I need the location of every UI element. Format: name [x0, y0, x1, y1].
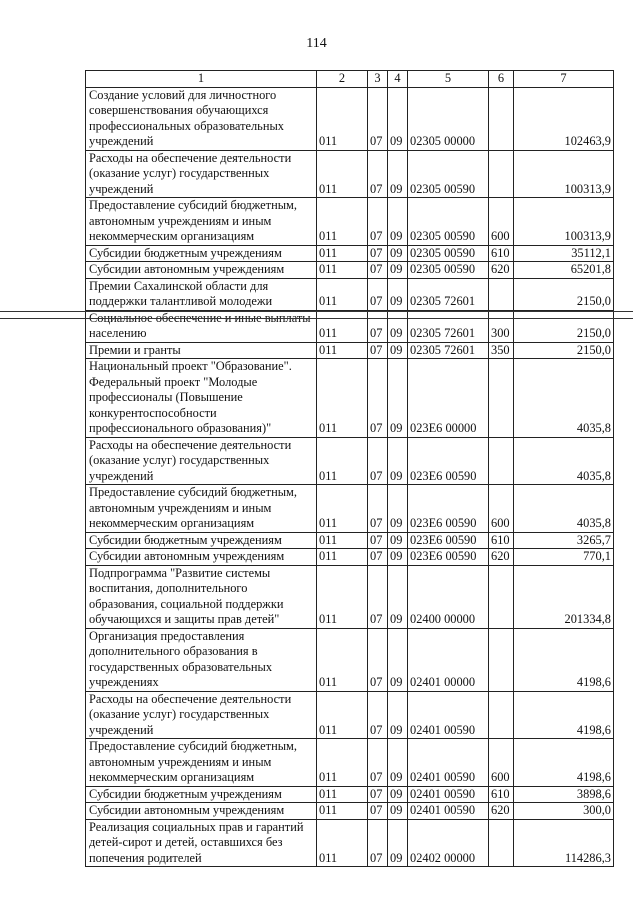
target-article: 023E6 00590	[408, 485, 489, 533]
subsection-code: 09	[388, 262, 408, 279]
amount: 2150,0	[514, 342, 614, 359]
target-article: 02401 00000	[408, 628, 489, 691]
row-name: Расходы на обеспечение деятельности (оказание услуг) государственных учреждений	[86, 150, 317, 198]
section-code: 07	[368, 819, 388, 867]
section-code: 07	[368, 278, 388, 310]
target-article: 02401 00590	[408, 803, 489, 820]
expense-type	[489, 437, 514, 485]
table-row	[86, 359, 614, 438]
column-header: 6	[489, 71, 514, 88]
budget-code: 011	[317, 786, 368, 803]
amount: 4035,8	[514, 485, 614, 533]
amount: 770,1	[514, 549, 614, 566]
section-code: 07	[368, 691, 388, 739]
subsection-code: 09	[388, 691, 408, 739]
section-code: 07	[368, 485, 388, 533]
row-name: Расходы на обеспечение деятельности (оказание услуг) государственных учреждений	[86, 691, 317, 739]
table-row	[86, 532, 614, 549]
section-code: 07	[368, 532, 388, 549]
table-row	[86, 691, 614, 739]
section-code: 07	[368, 150, 388, 198]
table-row	[86, 150, 614, 198]
expense-type: 600	[489, 485, 514, 533]
page-number: 114	[306, 36, 327, 51]
row-name: Реализация социальных прав и гарантий детей-сирот и детей, оставшихся без попечения родителей	[86, 819, 317, 867]
target-article: 02401 00590	[408, 739, 489, 787]
budget-code: 011	[317, 803, 368, 820]
budget-code: 011	[317, 819, 368, 867]
budget-code: 011	[317, 485, 368, 533]
amount: 4035,8	[514, 437, 614, 485]
expense-type	[489, 691, 514, 739]
budget-code: 011	[317, 310, 368, 342]
budget-code: 011	[317, 278, 368, 310]
subsection-code: 09	[388, 485, 408, 533]
row-name: Премии и гранты	[86, 342, 317, 359]
expense-type	[489, 565, 514, 628]
table-row	[86, 786, 614, 803]
target-article: 02305 72601	[408, 278, 489, 310]
subsection-code: 09	[388, 549, 408, 566]
row-name: Предоставление субсидий бюджетным, автономным учреждениям и иным некоммерческим организациям	[86, 198, 317, 246]
target-article: 023E6 00000	[408, 359, 489, 438]
budget-code: 011	[317, 739, 368, 787]
expense-type	[489, 278, 514, 310]
amount: 201334,8	[514, 565, 614, 628]
subsection-code: 09	[388, 628, 408, 691]
expense-type: 610	[489, 786, 514, 803]
row-name: Подпрограмма "Развитие системы воспитания, дополнительного образования, социальной поддержки обучающихся и защиты прав детей"	[86, 565, 317, 628]
column-header: 2	[317, 71, 368, 88]
row-name: Субсидии автономным учреждениям	[86, 803, 317, 820]
subsection-code: 09	[388, 198, 408, 246]
target-article: 02305 00590	[408, 245, 489, 262]
budget-code: 011	[317, 437, 368, 485]
column-header: 5	[408, 71, 489, 88]
subsection-code: 09	[388, 342, 408, 359]
table-row	[86, 87, 614, 150]
amount: 300,0	[514, 803, 614, 820]
budget-code: 011	[317, 549, 368, 566]
expense-type	[489, 359, 514, 438]
amount: 4035,8	[514, 359, 614, 438]
table-row	[86, 245, 614, 262]
budget-code: 011	[317, 359, 368, 438]
target-article: 02401 00590	[408, 786, 489, 803]
target-article: 02305 72601	[408, 342, 489, 359]
row-name: Субсидии бюджетным учреждениям	[86, 532, 317, 549]
section-code: 07	[368, 565, 388, 628]
subsection-code: 09	[388, 150, 408, 198]
subsection-code: 09	[388, 739, 408, 787]
section-code: 07	[368, 739, 388, 787]
expense-type: 600	[489, 739, 514, 787]
table-row	[86, 437, 614, 485]
row-name: Социальное обеспечение и иные выплаты населению	[86, 310, 317, 342]
amount: 102463,9	[514, 87, 614, 150]
table-row	[86, 342, 614, 359]
section-code: 07	[368, 359, 388, 438]
column-header: 3	[368, 71, 388, 88]
table-row	[86, 739, 614, 787]
amount: 2150,0	[514, 310, 614, 342]
amount: 4198,6	[514, 628, 614, 691]
row-name: Субсидии бюджетным учреждениям	[86, 786, 317, 803]
budget-code: 011	[317, 87, 368, 150]
budget-code: 011	[317, 691, 368, 739]
budget-code: 011	[317, 532, 368, 549]
target-article: 023E6 00590	[408, 549, 489, 566]
subsection-code: 09	[388, 278, 408, 310]
row-name: Национальный проект "Образование". Федеральный проект "Молодые профессионалы (Повышение конкурентоспособности профессионального образования)"	[86, 359, 317, 438]
row-name: Субсидии автономным учреждениям	[86, 549, 317, 566]
column-header: 1	[86, 71, 317, 88]
scan-divider-line	[0, 311, 633, 312]
amount: 65201,8	[514, 262, 614, 279]
section-code: 07	[368, 803, 388, 820]
section-code: 07	[368, 198, 388, 246]
table-row	[86, 485, 614, 533]
target-article: 02402 00000	[408, 819, 489, 867]
table-row	[86, 819, 614, 867]
expense-type	[489, 819, 514, 867]
subsection-code: 09	[388, 437, 408, 485]
table-row	[86, 628, 614, 691]
expense-type: 300	[489, 310, 514, 342]
subsection-code: 09	[388, 565, 408, 628]
budget-code: 011	[317, 565, 368, 628]
subsection-code: 09	[388, 786, 408, 803]
subsection-code: 09	[388, 245, 408, 262]
budget-code: 011	[317, 262, 368, 279]
target-article: 02305 00590	[408, 262, 489, 279]
expense-type	[489, 87, 514, 150]
row-name: Организация предоставления дополнительного образования в государственных образовательных учреждениях	[86, 628, 317, 691]
budget-code: 011	[317, 342, 368, 359]
section-code: 07	[368, 262, 388, 279]
header-row	[86, 71, 614, 88]
table-row	[86, 198, 614, 246]
column-header: 7	[514, 71, 614, 88]
budget-table	[85, 70, 614, 867]
subsection-code: 09	[388, 819, 408, 867]
target-article: 02305 00590	[408, 198, 489, 246]
row-name: Премии Сахалинской области для поддержки талантливой молодежи	[86, 278, 317, 310]
subsection-code: 09	[388, 310, 408, 342]
table-row	[86, 565, 614, 628]
target-article: 02305 00000	[408, 87, 489, 150]
expense-type: 600	[489, 198, 514, 246]
amount: 100313,9	[514, 198, 614, 246]
table-row	[86, 310, 614, 342]
amount: 114286,3	[514, 819, 614, 867]
table-row	[86, 803, 614, 820]
target-article: 023E6 00590	[408, 437, 489, 485]
row-name: Расходы на обеспечение деятельности (оказание услуг) государственных учреждений	[86, 437, 317, 485]
expense-type: 620	[489, 262, 514, 279]
expense-type: 610	[489, 532, 514, 549]
target-article: 02305 00590	[408, 150, 489, 198]
section-code: 07	[368, 310, 388, 342]
budget-code: 011	[317, 150, 368, 198]
expense-type: 620	[489, 549, 514, 566]
amount: 100313,9	[514, 150, 614, 198]
row-name: Создание условий для личностного совершенствования обучающихся профессиональных образовательных учреждений	[86, 87, 317, 150]
amount: 3898,6	[514, 786, 614, 803]
column-header: 4	[388, 71, 408, 88]
row-name: Предоставление субсидий бюджетным, автономным учреждениям и иным некоммерческим организациям	[86, 485, 317, 533]
section-code: 07	[368, 87, 388, 150]
amount: 3265,7	[514, 532, 614, 549]
amount: 35112,1	[514, 245, 614, 262]
expense-type: 610	[489, 245, 514, 262]
section-code: 07	[368, 437, 388, 485]
row-name: Предоставление субсидий бюджетным, автономным учреждениям и иным некоммерческим организациям	[86, 739, 317, 787]
scan-divider-line	[0, 318, 633, 319]
row-name: Субсидии бюджетным учреждениям	[86, 245, 317, 262]
budget-code: 011	[317, 628, 368, 691]
table-row	[86, 278, 614, 310]
table-row	[86, 262, 614, 279]
amount: 2150,0	[514, 278, 614, 310]
amount: 4198,6	[514, 691, 614, 739]
target-article: 02305 72601	[408, 310, 489, 342]
amount: 4198,6	[514, 739, 614, 787]
expense-type: 350	[489, 342, 514, 359]
budget-code: 011	[317, 198, 368, 246]
target-article: 02401 00590	[408, 691, 489, 739]
expense-type: 620	[489, 803, 514, 820]
subsection-code: 09	[388, 532, 408, 549]
budget-code: 011	[317, 245, 368, 262]
section-code: 07	[368, 245, 388, 262]
expense-type	[489, 628, 514, 691]
expense-type	[489, 150, 514, 198]
table-row	[86, 549, 614, 566]
section-code: 07	[368, 628, 388, 691]
section-code: 07	[368, 342, 388, 359]
subsection-code: 09	[388, 803, 408, 820]
section-code: 07	[368, 786, 388, 803]
section-code: 07	[368, 549, 388, 566]
subsection-code: 09	[388, 87, 408, 150]
row-name: Субсидии автономным учреждениям	[86, 262, 317, 279]
target-article: 023E6 00590	[408, 532, 489, 549]
target-article: 02400 00000	[408, 565, 489, 628]
subsection-code: 09	[388, 359, 408, 438]
